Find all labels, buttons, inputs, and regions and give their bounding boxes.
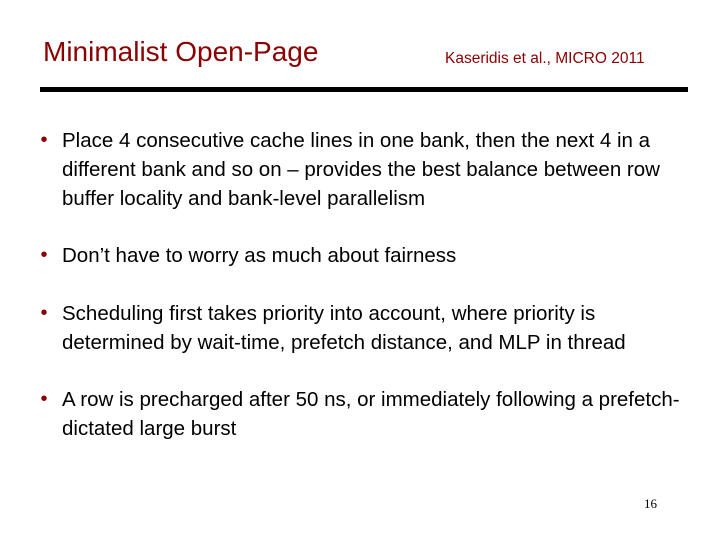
page-number: 16 [644, 496, 657, 511]
slide-title: Minimalist Open-Page [43, 36, 319, 67]
bullet-icon: • [40, 129, 48, 151]
bullet-text: A row is precharged after 50 ns, or immediately following a prefetch-dictated large burst [62, 388, 680, 440]
bullet-text: Scheduling first takes priority into account, where priority is determined by wait-time, prefetch distance, and MLP in thread [62, 302, 626, 354]
bullet-item [30, 241, 695, 270]
bullet-text: Place 4 consecutive cache lines in one bank, then the next 4 in a different bank and so on – provides the best balance between row buffer locality and bank-level parallelism [62, 129, 660, 210]
bullet-list [30, 126, 695, 443]
bullet-item [30, 299, 695, 357]
bullet-icon: • [40, 244, 48, 266]
bullet-item [30, 126, 695, 213]
title-divider [40, 87, 688, 92]
citation: Kaseridis et al., MICRO 2011 [445, 50, 645, 67]
bullet-icon: • [40, 302, 48, 324]
bullet-item [30, 385, 695, 443]
bullet-text: Don’t have to worry as much about fairness [62, 244, 457, 267]
bullet-icon: • [40, 388, 48, 410]
